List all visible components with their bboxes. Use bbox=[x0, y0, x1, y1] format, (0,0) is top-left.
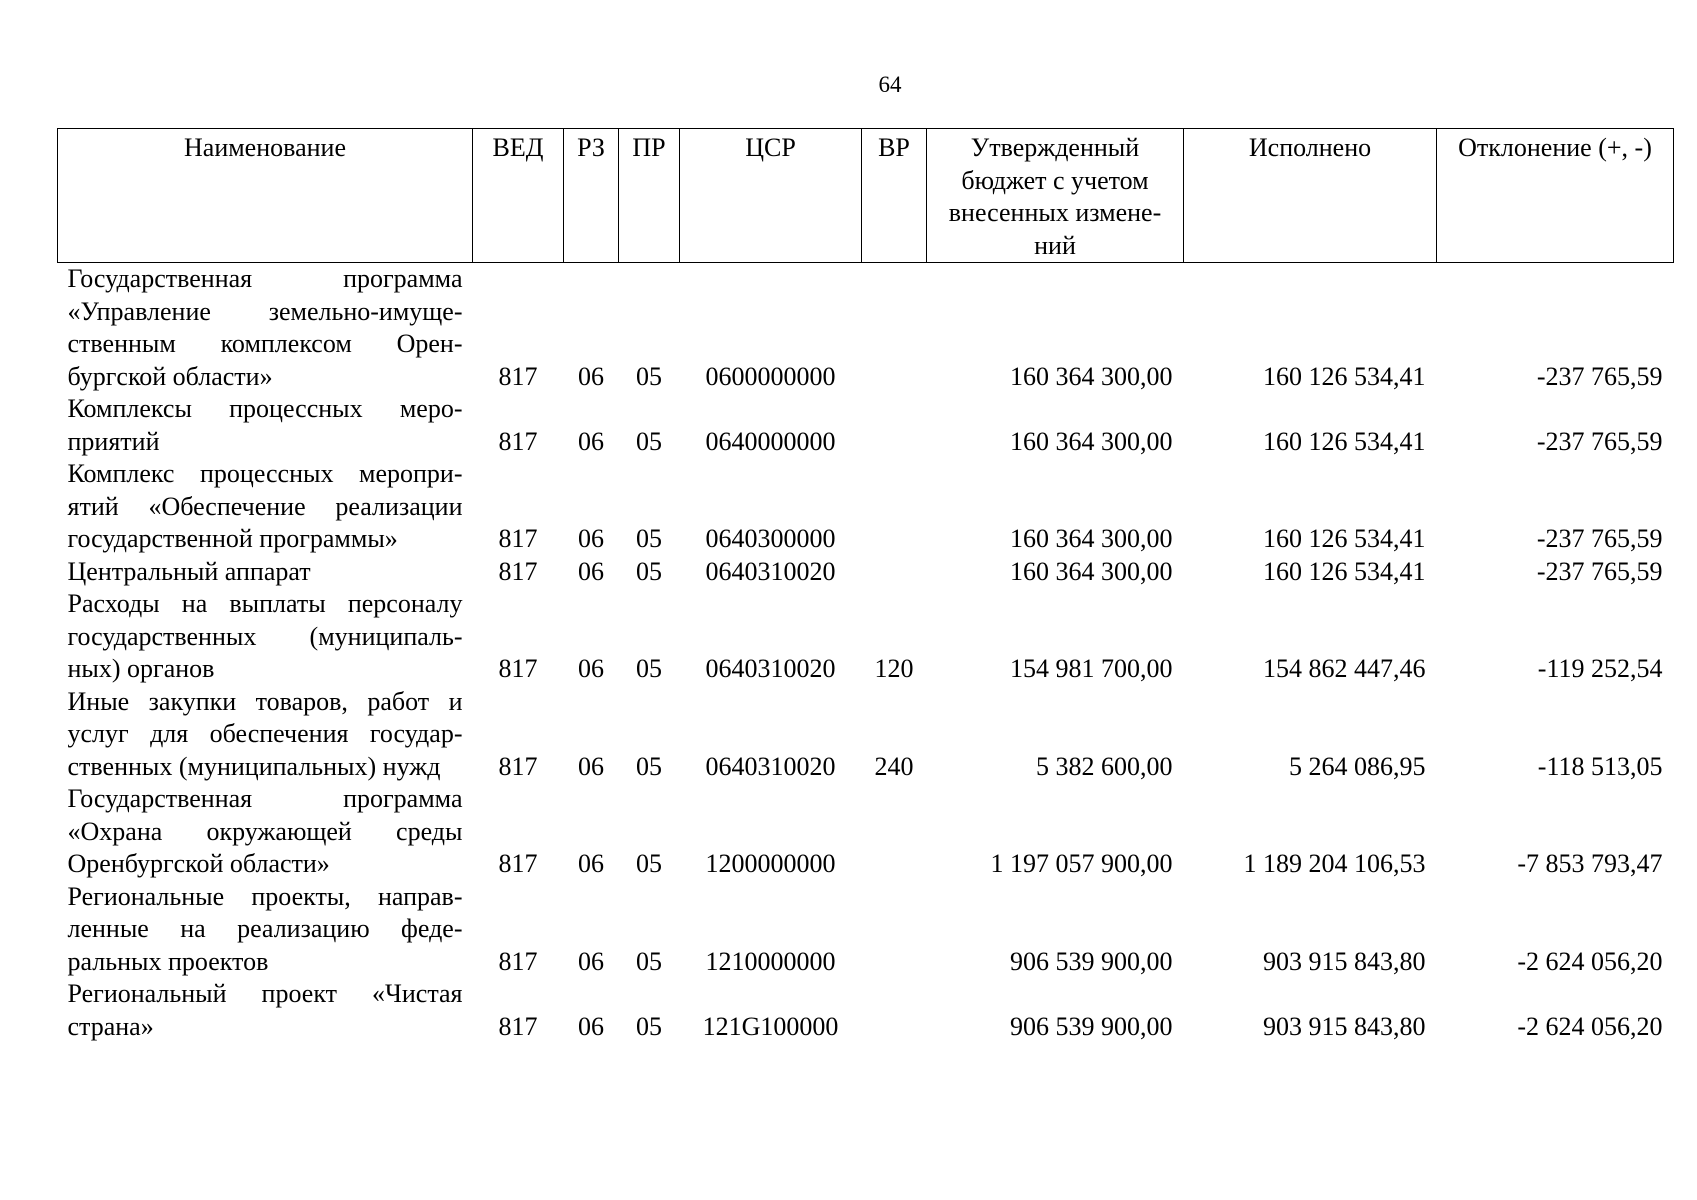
row-csr: 0640310020 bbox=[705, 556, 836, 586]
row-vr bbox=[862, 881, 927, 979]
row-approved-budget: 5 382 600,00 bbox=[1036, 751, 1173, 781]
row-executed: 154 862 447,46 bbox=[1263, 654, 1426, 683]
row-deviation: -118 513,05 bbox=[1537, 751, 1663, 781]
row-ved: 817 bbox=[498, 946, 538, 976]
row-executed: 5 264 086,95 bbox=[1289, 751, 1426, 781]
row-approved-budget: 160 364 300,00 bbox=[1010, 556, 1173, 586]
row-vr bbox=[862, 556, 927, 589]
row-csr: 1200000000 bbox=[705, 849, 836, 878]
header-approved-budget: Утвержденный бюджет с учетом внесенных измене-ний bbox=[927, 129, 1184, 263]
row-name: Региональные проекты, направ-ленные на реализацию феде-ральных проектов bbox=[67, 881, 463, 976]
row-rz: 06 bbox=[578, 524, 604, 553]
row-rz: 06 bbox=[578, 1011, 604, 1041]
table-row bbox=[58, 393, 1674, 458]
row-vr: 240 bbox=[874, 751, 914, 781]
row-rz: 06 bbox=[578, 946, 604, 976]
header-ved: ВЕД bbox=[473, 129, 564, 263]
header-rz: РЗ bbox=[564, 129, 619, 263]
row-deviation: -7 853 793,47 bbox=[1517, 849, 1663, 878]
row-approved-budget: 160 364 300,00 bbox=[1010, 426, 1173, 456]
row-vr bbox=[862, 263, 927, 394]
row-vr bbox=[862, 393, 927, 458]
row-name: Комплексы процессных меро-приятий bbox=[67, 394, 463, 456]
row-executed: 160 126 534,41 bbox=[1263, 361, 1426, 391]
row-pr: 05 bbox=[636, 654, 662, 683]
table-body bbox=[58, 263, 1674, 1044]
row-csr: 0640310020 bbox=[705, 654, 836, 683]
row-rz: 06 bbox=[578, 426, 604, 456]
row-executed: 1 189 204 106,53 bbox=[1243, 849, 1426, 878]
table-row bbox=[58, 556, 1674, 589]
row-ved: 817 bbox=[498, 751, 538, 781]
row-ved: 817 bbox=[498, 524, 538, 553]
table-row bbox=[58, 458, 1674, 556]
row-executed: 903 915 843,80 bbox=[1263, 1011, 1426, 1041]
row-ved: 817 bbox=[498, 556, 538, 586]
row-name: Региональный проект «Чистая страна» bbox=[67, 979, 463, 1041]
row-rz: 06 bbox=[578, 654, 604, 683]
row-ved: 817 bbox=[498, 849, 538, 878]
row-name: Государственная программа «Охрана окружающей среды Оренбургской области» bbox=[67, 784, 463, 878]
row-executed: 903 915 843,80 bbox=[1263, 946, 1426, 976]
row-pr: 05 bbox=[636, 849, 662, 878]
header-vr: ВР bbox=[862, 129, 927, 263]
row-approved-budget: 160 364 300,00 bbox=[1010, 524, 1173, 553]
row-name: Центральный аппарат bbox=[67, 556, 311, 586]
row-name: Государственная программа «Управление земельно-имуще-ственным комплексом Орен-бургской области» bbox=[67, 264, 463, 391]
row-executed: 160 126 534,41 bbox=[1263, 426, 1426, 456]
header-pr: ПР bbox=[619, 129, 680, 263]
header-name: Наименование bbox=[58, 129, 473, 263]
row-rz: 06 bbox=[578, 556, 604, 586]
row-csr: 121G100000 bbox=[702, 1011, 839, 1041]
row-pr: 05 bbox=[636, 524, 662, 553]
row-deviation: -119 252,54 bbox=[1537, 654, 1663, 683]
table-row bbox=[58, 686, 1674, 784]
row-approved-budget: 906 539 900,00 bbox=[1010, 946, 1173, 976]
header-executed: Исполнено bbox=[1184, 129, 1437, 263]
row-csr: 0600000000 bbox=[705, 361, 836, 391]
row-rz: 06 bbox=[578, 849, 604, 878]
row-pr: 05 bbox=[636, 426, 662, 456]
page-number: 64 bbox=[878, 72, 902, 97]
row-approved-budget: 160 364 300,00 bbox=[1010, 361, 1173, 391]
header-csr: ЦСР bbox=[680, 129, 862, 263]
row-csr: 0640310020 bbox=[705, 751, 836, 781]
row-ved: 817 bbox=[498, 426, 538, 456]
row-approved-budget: 1 197 057 900,00 bbox=[990, 849, 1173, 878]
row-deviation: -237 765,59 bbox=[1536, 556, 1663, 586]
row-executed: 160 126 534,41 bbox=[1263, 556, 1426, 586]
row-pr: 05 bbox=[636, 751, 662, 781]
row-approved-budget: 906 539 900,00 bbox=[1010, 1011, 1173, 1041]
row-csr: 0640300000 bbox=[705, 524, 836, 553]
row-pr: 05 bbox=[636, 361, 662, 391]
table-row bbox=[58, 588, 1674, 686]
row-approved-budget: 154 981 700,00 bbox=[1010, 654, 1173, 683]
row-vr: 120 bbox=[874, 654, 914, 683]
row-vr bbox=[862, 978, 927, 1043]
header-deviation: Отклонение (+, -) bbox=[1437, 129, 1674, 263]
row-vr bbox=[862, 783, 927, 881]
table-row bbox=[58, 783, 1674, 881]
row-rz: 06 bbox=[578, 361, 604, 391]
row-rz: 06 bbox=[578, 751, 604, 781]
row-ved: 817 bbox=[498, 654, 538, 683]
row-pr: 05 bbox=[636, 946, 662, 976]
table-row bbox=[58, 881, 1674, 979]
row-pr: 05 bbox=[636, 1011, 662, 1041]
row-deviation: -237 765,59 bbox=[1536, 426, 1663, 456]
row-name: Иные закупки товаров, работ и услуг для обеспечения государ-ственных (муниципальных) нужд bbox=[67, 686, 463, 781]
row-vr bbox=[862, 458, 927, 556]
row-deviation: -2 624 056,20 bbox=[1517, 1011, 1663, 1041]
table-header bbox=[58, 129, 1674, 263]
row-executed: 160 126 534,41 bbox=[1263, 524, 1426, 553]
row-ved: 817 bbox=[498, 1011, 538, 1041]
table-row bbox=[58, 263, 1674, 394]
row-name: Расходы на выплаты персоналу государственных (муниципаль-ных) органов bbox=[67, 589, 463, 683]
table-row bbox=[58, 978, 1674, 1043]
budget-execution-table bbox=[57, 128, 1674, 1043]
row-deviation: -237 765,59 bbox=[1536, 361, 1663, 391]
row-csr: 0640000000 bbox=[705, 426, 836, 456]
row-pr: 05 bbox=[636, 556, 662, 586]
row-csr: 1210000000 bbox=[705, 946, 836, 976]
row-deviation: -2 624 056,20 bbox=[1517, 946, 1663, 976]
row-ved: 817 bbox=[498, 361, 538, 391]
row-name: Комплекс процессных меропри-ятий «Обеспечение реализации государственной программы» bbox=[67, 459, 463, 553]
row-deviation: -237 765,59 bbox=[1536, 524, 1663, 553]
